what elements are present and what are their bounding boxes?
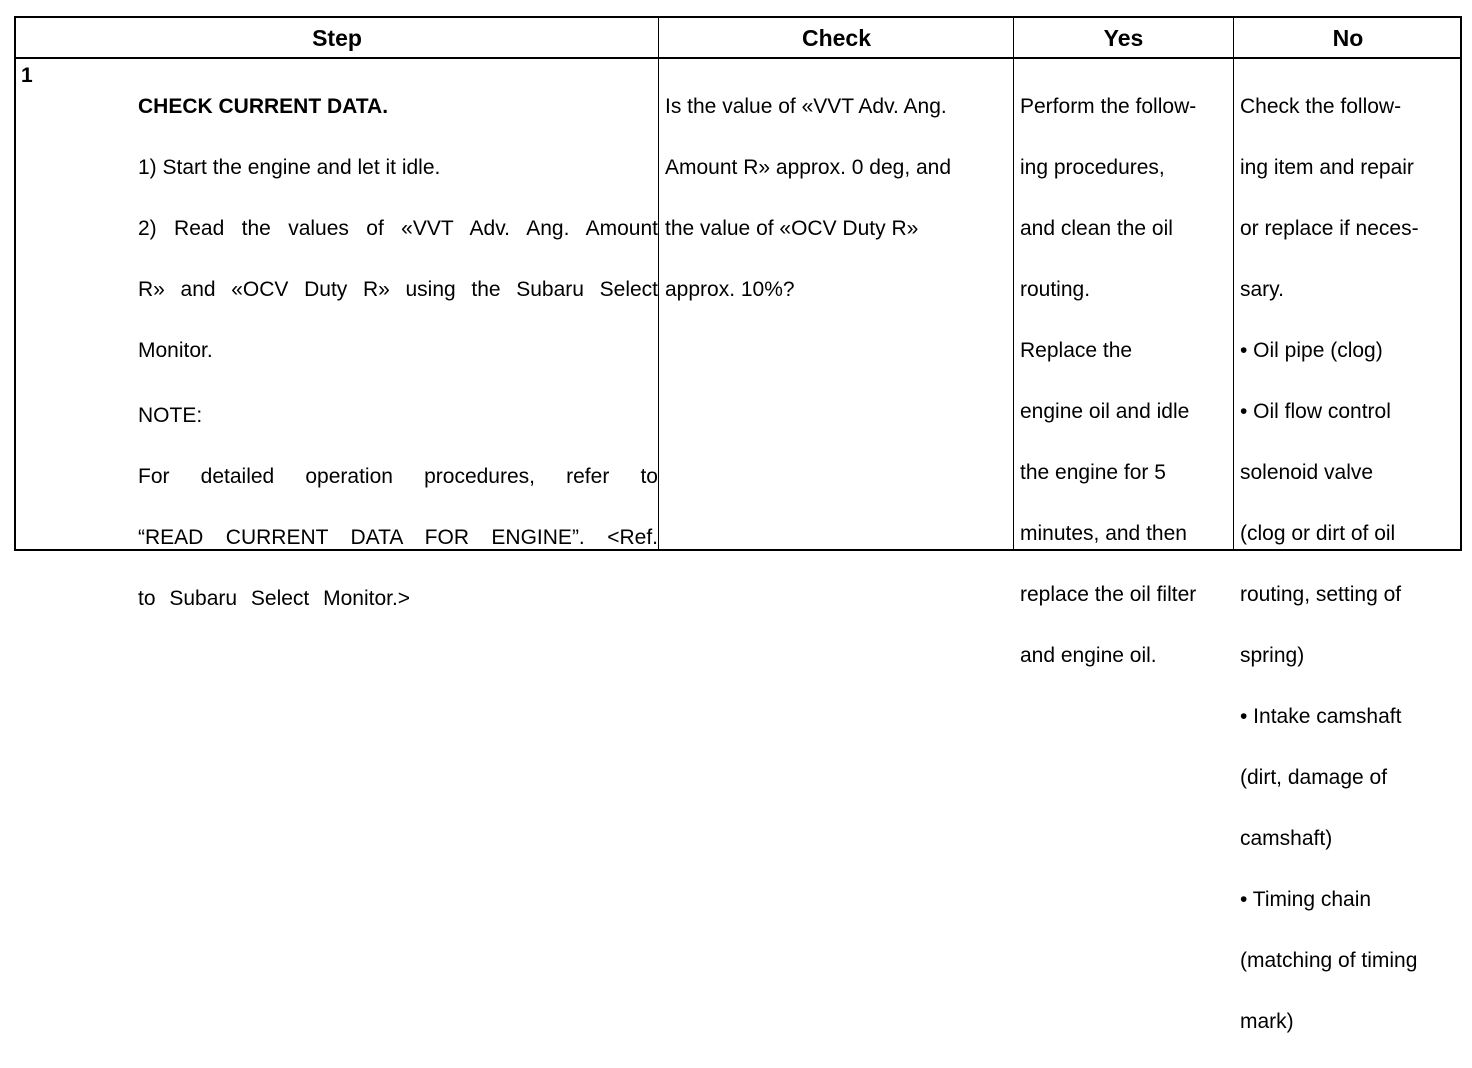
no-line: (matching of timing (1240, 948, 1418, 972)
no-line: mark) (1240, 1009, 1294, 1033)
column-divider (1233, 18, 1234, 549)
step-line: 1) Start the engine and let it idle. (138, 155, 441, 179)
no-line: (clog or dirt of oil (1240, 521, 1396, 545)
note-label: NOTE: (138, 403, 203, 427)
yes-line: Replace the (1020, 338, 1133, 362)
header-check: Check (801, 25, 872, 51)
yes-content (1020, 61, 1232, 702)
note-line: to Subaru Select Monitor.> (138, 586, 411, 610)
table-header-row (16, 18, 1460, 59)
check-line: Amount R» approx. 0 deg, and (665, 155, 952, 179)
no-line: • Oil flow control (1240, 399, 1391, 423)
yes-line: routing. (1020, 277, 1091, 301)
step-line: 2) Read the values of «VVT Adv. Ang. Amount (138, 216, 658, 240)
check-line: the value of «OCV Duty R» (665, 216, 919, 240)
no-line: or replace if neces- (1240, 216, 1419, 240)
no-line: routing, setting of (1240, 582, 1402, 606)
check-content (665, 61, 1005, 336)
yes-line: and clean the oil (1020, 216, 1173, 240)
step-title: CHECK CURRENT DATA. (138, 94, 389, 118)
header-no: No (1332, 25, 1364, 51)
header-step: Step (312, 25, 362, 51)
check-line: Is the value of «VVT Adv. Ang. (665, 94, 947, 118)
step-line: Monitor. (138, 338, 213, 362)
yes-line: and engine oil. (1020, 643, 1157, 667)
no-line: • Oil pipe (clog) (1240, 338, 1383, 362)
no-line: ing item and repair (1240, 155, 1414, 179)
no-line: (dirt, damage of (1240, 765, 1388, 789)
yes-line: the engine for 5 (1020, 460, 1166, 484)
note-line: “READ CURRENT DATA FOR ENGINE”. <Ref. (138, 525, 658, 549)
no-line: • Intake camshaft (1240, 704, 1402, 728)
troubleshooting-table (14, 16, 1462, 1033)
header-yes: Yes (1103, 25, 1144, 51)
no-line: spring) (1240, 643, 1305, 667)
step-line: R» and «OCV Duty R» using the Subaru Select (138, 277, 658, 301)
yes-line: engine oil and idle (1020, 399, 1190, 423)
yes-line: minutes, and then (1020, 521, 1187, 545)
check-line: approx. 10%? (665, 277, 795, 301)
no-line: camshaft) (1240, 826, 1333, 850)
yes-line: Perform the follow- (1020, 94, 1197, 118)
no-line: solenoid valve (1240, 460, 1374, 484)
no-content (1240, 61, 1452, 1068)
no-line: sary. (1240, 277, 1284, 301)
step-number: 1 (21, 64, 33, 87)
step-content (138, 61, 658, 645)
yes-line: replace the oil filter (1020, 582, 1197, 606)
no-line: Check the follow- (1240, 94, 1402, 118)
column-divider (658, 18, 659, 549)
note-line: For detailed operation procedures, refer to (138, 464, 658, 488)
yes-line: ing procedures, (1020, 155, 1165, 179)
no-line: • Timing chain (1240, 887, 1372, 911)
column-divider (1013, 18, 1014, 549)
